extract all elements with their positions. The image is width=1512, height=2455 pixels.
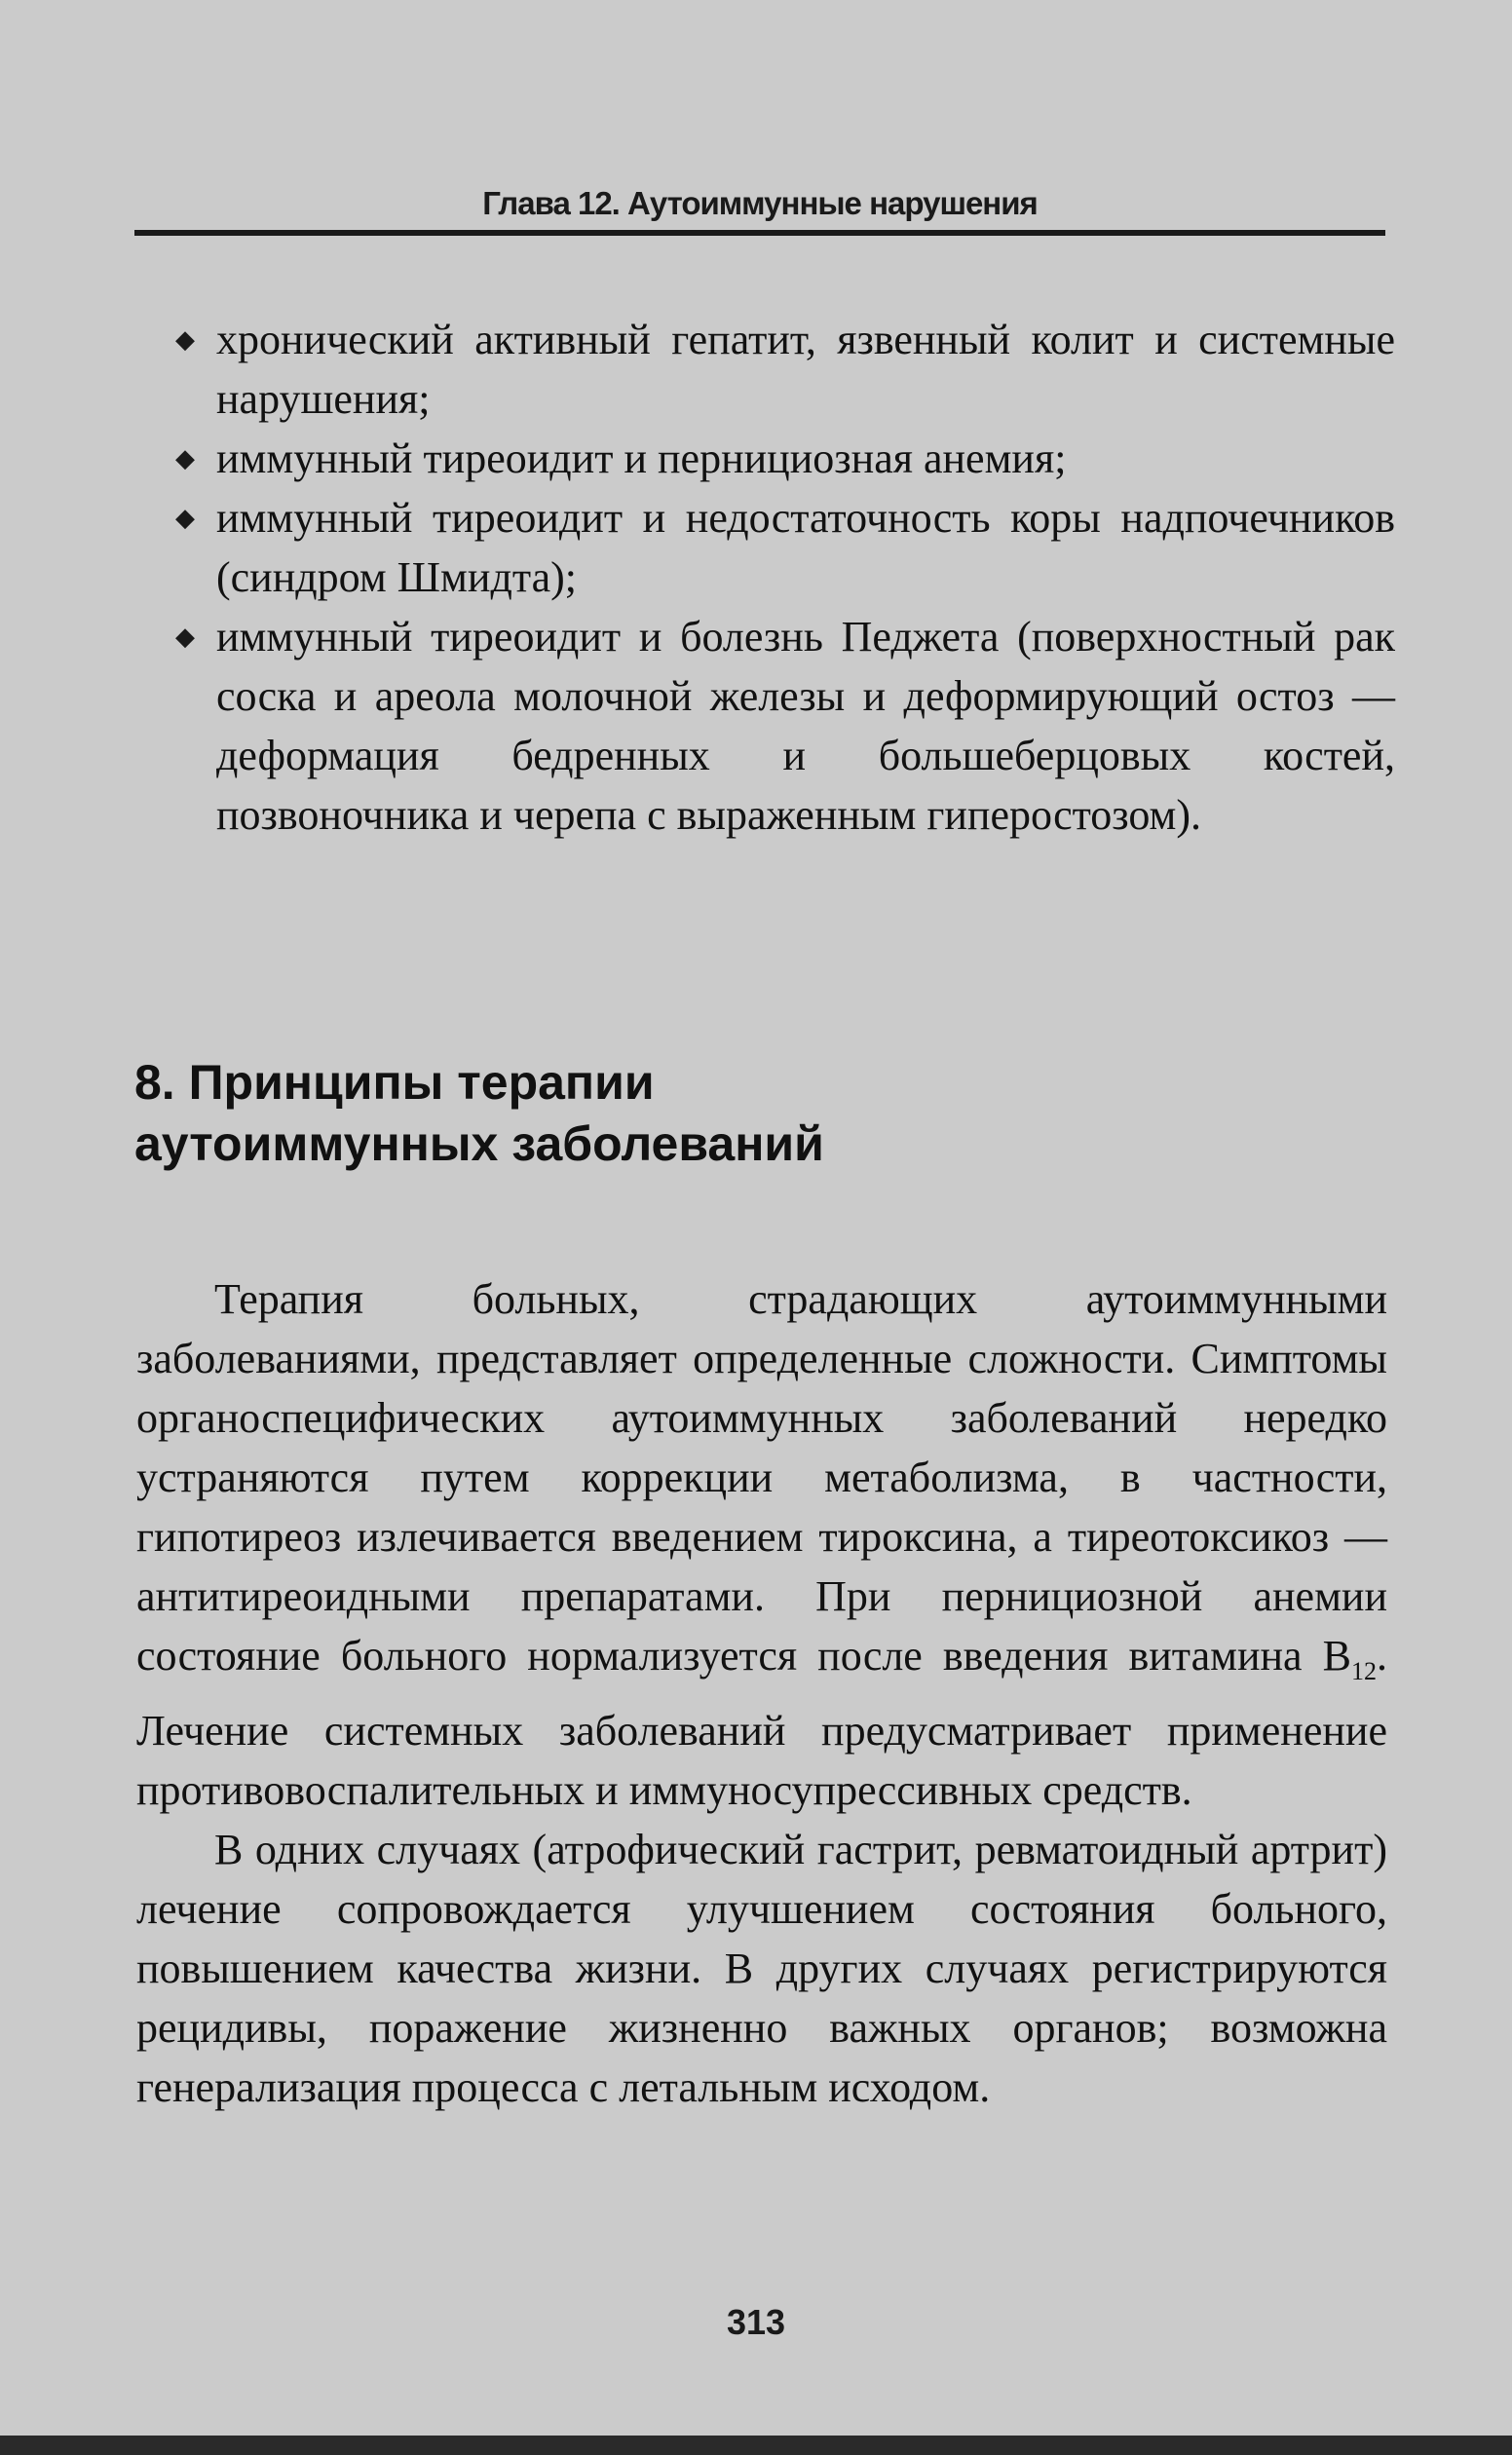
list-item-text: иммунный тиреоидит и пернициозная анемия; (216, 434, 1067, 482)
list-item (175, 607, 1395, 845)
page-edge (0, 2436, 1512, 2455)
body-text (136, 1269, 1387, 2117)
section-title-line2: аутоиммунных заболеваний (134, 1116, 824, 1171)
diamond-bullet-icon: ◆ (175, 444, 195, 472)
list-item-text: хронический активный гепатит, язвенный колит и системные нарушения; (216, 316, 1395, 423)
section-title-line1: 8. Принципы терапии (134, 1055, 655, 1110)
list-item-text: иммунный тиреоидит и болезнь Педжета (поверхностный рак соска и ареола молочной железы и деформирующий остоз — деформация бедренных и большеберцовых костей, позвоночника и черепа с выраженным гиперостозом). (216, 613, 1395, 839)
page-number: 313 (726, 2302, 786, 2342)
section-title (134, 1052, 1385, 1175)
list-item (175, 488, 1395, 607)
list-item (175, 310, 1395, 429)
header-rule (134, 230, 1385, 236)
diamond-bullet-icon: ◆ (175, 504, 195, 532)
diamond-bullet-icon: ◆ (175, 325, 195, 354)
running-head: Глава 12. Аутоиммунные нарушения (482, 185, 1038, 221)
paragraph (136, 1269, 1387, 1820)
paragraph-text: . Лечение системных заболеваний предусматривает применение противовоспалительных и иммуносупрессивных средств. (136, 1632, 1387, 1814)
list-item-text: иммунный тиреоидит и недостаточность коры надпочечников (синдром Шмидта); (216, 494, 1395, 601)
diamond-bullet-icon: ◆ (175, 623, 195, 651)
list-item (175, 429, 1395, 488)
paragraph: В одних случаях (атрофический гастрит, ревматоидный артрит) лечение сопровождается улучшением состояния больного, повышением качества жизни. В других случаях регистрируются рецидивы, поражение жизненно важных органов; возможна генерализация процесса с летальным исходом. (136, 1825, 1387, 2111)
bullet-list (175, 310, 1395, 845)
paragraph-text: Терапия больных, страдающих аутоиммунными заболеваниями, представляет определенные сложности. Симптомы органоспецифических аутоиммунных заболеваний нередко устраняются путем коррекции метаболизма, в частности, гипотиреоз излечивается введением тироксина, а тиреотоксикоз — антитиреоидными препаратами. При пернициозной анемии состояние больного нормализуется после введения витамина B (136, 1275, 1387, 1680)
subscript: 12 (1351, 1656, 1377, 1685)
